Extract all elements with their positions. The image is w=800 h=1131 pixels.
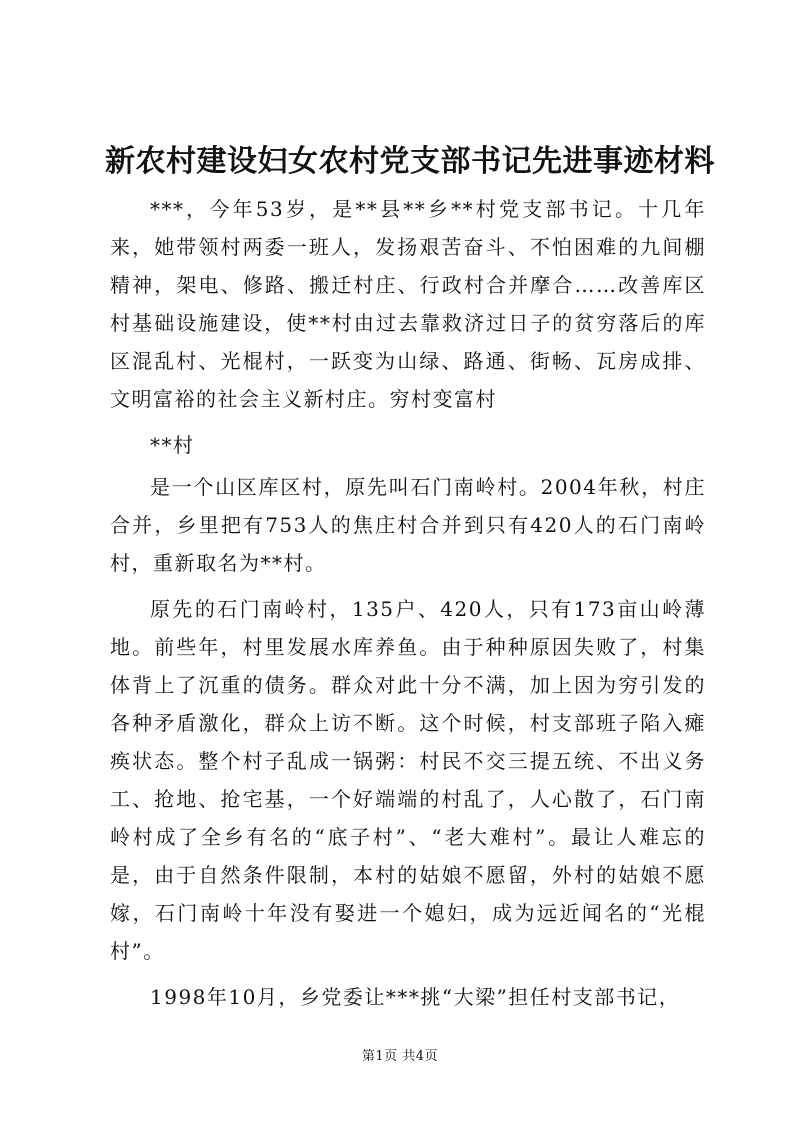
paragraph-village-name: **村	[150, 433, 195, 457]
page-number-footer: 第1页 共4页	[361, 1049, 439, 1064]
paragraph-village-background: 是一个山区库区村，原先叫石门南岭村。2004年秋，村庄合并，乡里把有753人的焦庄村合并到只有420人的石门南岭村，重新取名为**村。	[110, 475, 706, 575]
document-body	[110, 190, 706, 1024]
paragraph-intro: ***，今年53岁，是**县**乡**村党支部书记。十几年来，她带领村两委一班人，发扬艰苦奋斗、不怕困难的九间棚精神，架电、修路、搬迁村庄、行政村合并摩合……改善库区村基础设施建设，使**村由过去靠救济过日子的贫穷落后的库区混乱村、光棍村，一跃变为山绿、路通、街畅、瓦房成排、文明富裕的社会主义新村庄。穷村变富村	[110, 197, 706, 411]
paragraph-village-history: 原先的石门南岭村，135户、420人，只有173亩山岭薄地。前些年，村里发展水库养鱼。由于种种原因失败了，村集体背上了沉重的债务。群众对此十分不满，加上因为穷引发的各种矛盾激化，群众上访不断。这个时候，村支部班子陷入瘫痪状态。整个村子乱成一锅粥：村民不交三提五统、不出义务工、抢地、抢宅基，一个好端端的村乱了，人心散了，石门南岭村成了全乡有名的“底子村”、“老大难村”。最让人难忘的是，由于自然条件限制，本村的姑娘不愿留，外村的姑娘不愿嫁，石门南岭十年没有娶进一个媳妇，成为远近闻名的“光棍村”。	[110, 597, 706, 963]
document-title: 新农村建设妇女农村党支部书记先进事迹材料	[105, 144, 715, 179]
paragraph-appointment: 1998年10月，乡党委让***挑“大梁”担任村支部书记，	[150, 985, 681, 1009]
